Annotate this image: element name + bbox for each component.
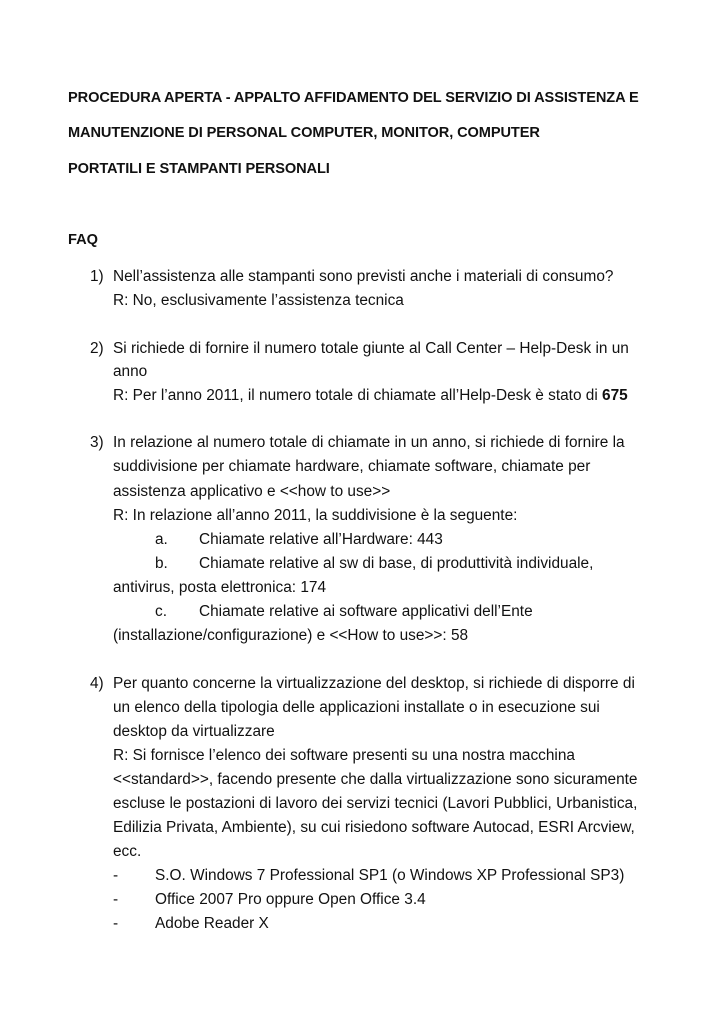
q4-answer-line-5: ecc. bbox=[113, 843, 142, 860]
q4-question-line-2: un elenco della tipologia delle applicazioni installate o in esecuzione sui bbox=[113, 699, 600, 716]
q1-number: 1) bbox=[90, 268, 104, 285]
document-title-line-3: PORTATILI E STAMPANTI PERSONALI bbox=[68, 161, 330, 177]
faq-heading: FAQ bbox=[68, 232, 98, 248]
q4-question-line-1: Per quanto concerne la virtualizzazione del desktop, si richiede di disporre di bbox=[113, 675, 635, 692]
q3-item-b-letter: b. bbox=[155, 555, 168, 572]
q3-item-a-text: Chiamate relative all’Hardware: 443 bbox=[199, 531, 443, 548]
software-item-2-dash: - bbox=[113, 891, 119, 908]
q4-answer-line-3: escluse le postazioni di lavoro dei servizi tecnici (Lavori Pubblici, Urbanistica, bbox=[113, 795, 638, 812]
q2-answer-text: R: Per l’anno 2011, il numero totale di chiamate all’Help-Desk è stato di bbox=[113, 387, 603, 404]
q3-question-line-3: assistenza applicativo e <<how to use>> bbox=[113, 483, 391, 500]
q1-question: Nell’assistenza alle stampanti sono previsti anche i materiali di consumo? bbox=[113, 268, 614, 285]
q3-item-a-letter: a. bbox=[155, 531, 168, 548]
document-title-line-2: MANUTENZIONE DI PERSONAL COMPUTER, MONITOR, COMPUTER bbox=[68, 125, 540, 141]
q3-question-line-2: suddivisione per chiamate hardware, chiamate software, chiamate per bbox=[113, 458, 591, 475]
q4-question-line-3: desktop da virtualizzare bbox=[113, 723, 275, 740]
q3-item-c-letter: c. bbox=[155, 603, 167, 620]
document-title-line-1: PROCEDURA APERTA - APPALTO AFFIDAMENTO DEL SERVIZIO DI ASSISTENZA E bbox=[68, 90, 639, 106]
software-item-1-dash: - bbox=[113, 867, 119, 884]
q2-question-line-2: anno bbox=[113, 363, 148, 380]
q2-answer-value: 675 bbox=[602, 387, 628, 404]
software-item-2: Office 2007 Pro oppure Open Office 3.4 bbox=[155, 891, 426, 908]
q3-item-c-text-line-1: Chiamate relative ai software applicativi dell’Ente bbox=[199, 603, 533, 620]
q3-answer: R: In relazione all’anno 2011, la suddivisione è la seguente: bbox=[113, 507, 518, 524]
q2-number: 2) bbox=[90, 340, 104, 357]
q3-item-b-text-line-1: Chiamate relative al sw di base, di produttività individuale, bbox=[199, 555, 594, 572]
q3-item-c-text-line-2: (installazione/configurazione) e <<How to use>>: 58 bbox=[113, 627, 469, 644]
software-item-3-dash: - bbox=[113, 915, 119, 932]
software-item-1: S.O. Windows 7 Professional SP1 (o Windows XP Professional SP3) bbox=[155, 867, 625, 884]
q3-number: 3) bbox=[90, 434, 104, 451]
q4-answer-line-4: Edilizia Privata, Ambiente), su cui risiedono software Autocad, ESRI Arcview, bbox=[113, 819, 635, 836]
q3-question-line-1: In relazione al numero totale di chiamate in un anno, si richiede di fornire la bbox=[113, 434, 625, 451]
q4-answer-line-2: <<standard>>, facendo presente che dalla virtualizzazione sono sicuramente bbox=[113, 771, 638, 788]
q4-number: 4) bbox=[90, 675, 104, 692]
q2-answer bbox=[113, 385, 628, 407]
q4-answer-line-1: R: Si fornisce l’elenco dei software presenti su una nostra macchina bbox=[113, 747, 575, 764]
software-item-3: Adobe Reader X bbox=[155, 915, 269, 932]
q3-item-b-text-line-2: antivirus, posta elettronica: 174 bbox=[113, 579, 327, 596]
q2-question-line-1: Si richiede di fornire il numero totale giunte al Call Center – Help-Desk in un bbox=[113, 340, 629, 357]
q1-answer: R: No, esclusivamente l’assistenza tecnica bbox=[113, 292, 404, 309]
